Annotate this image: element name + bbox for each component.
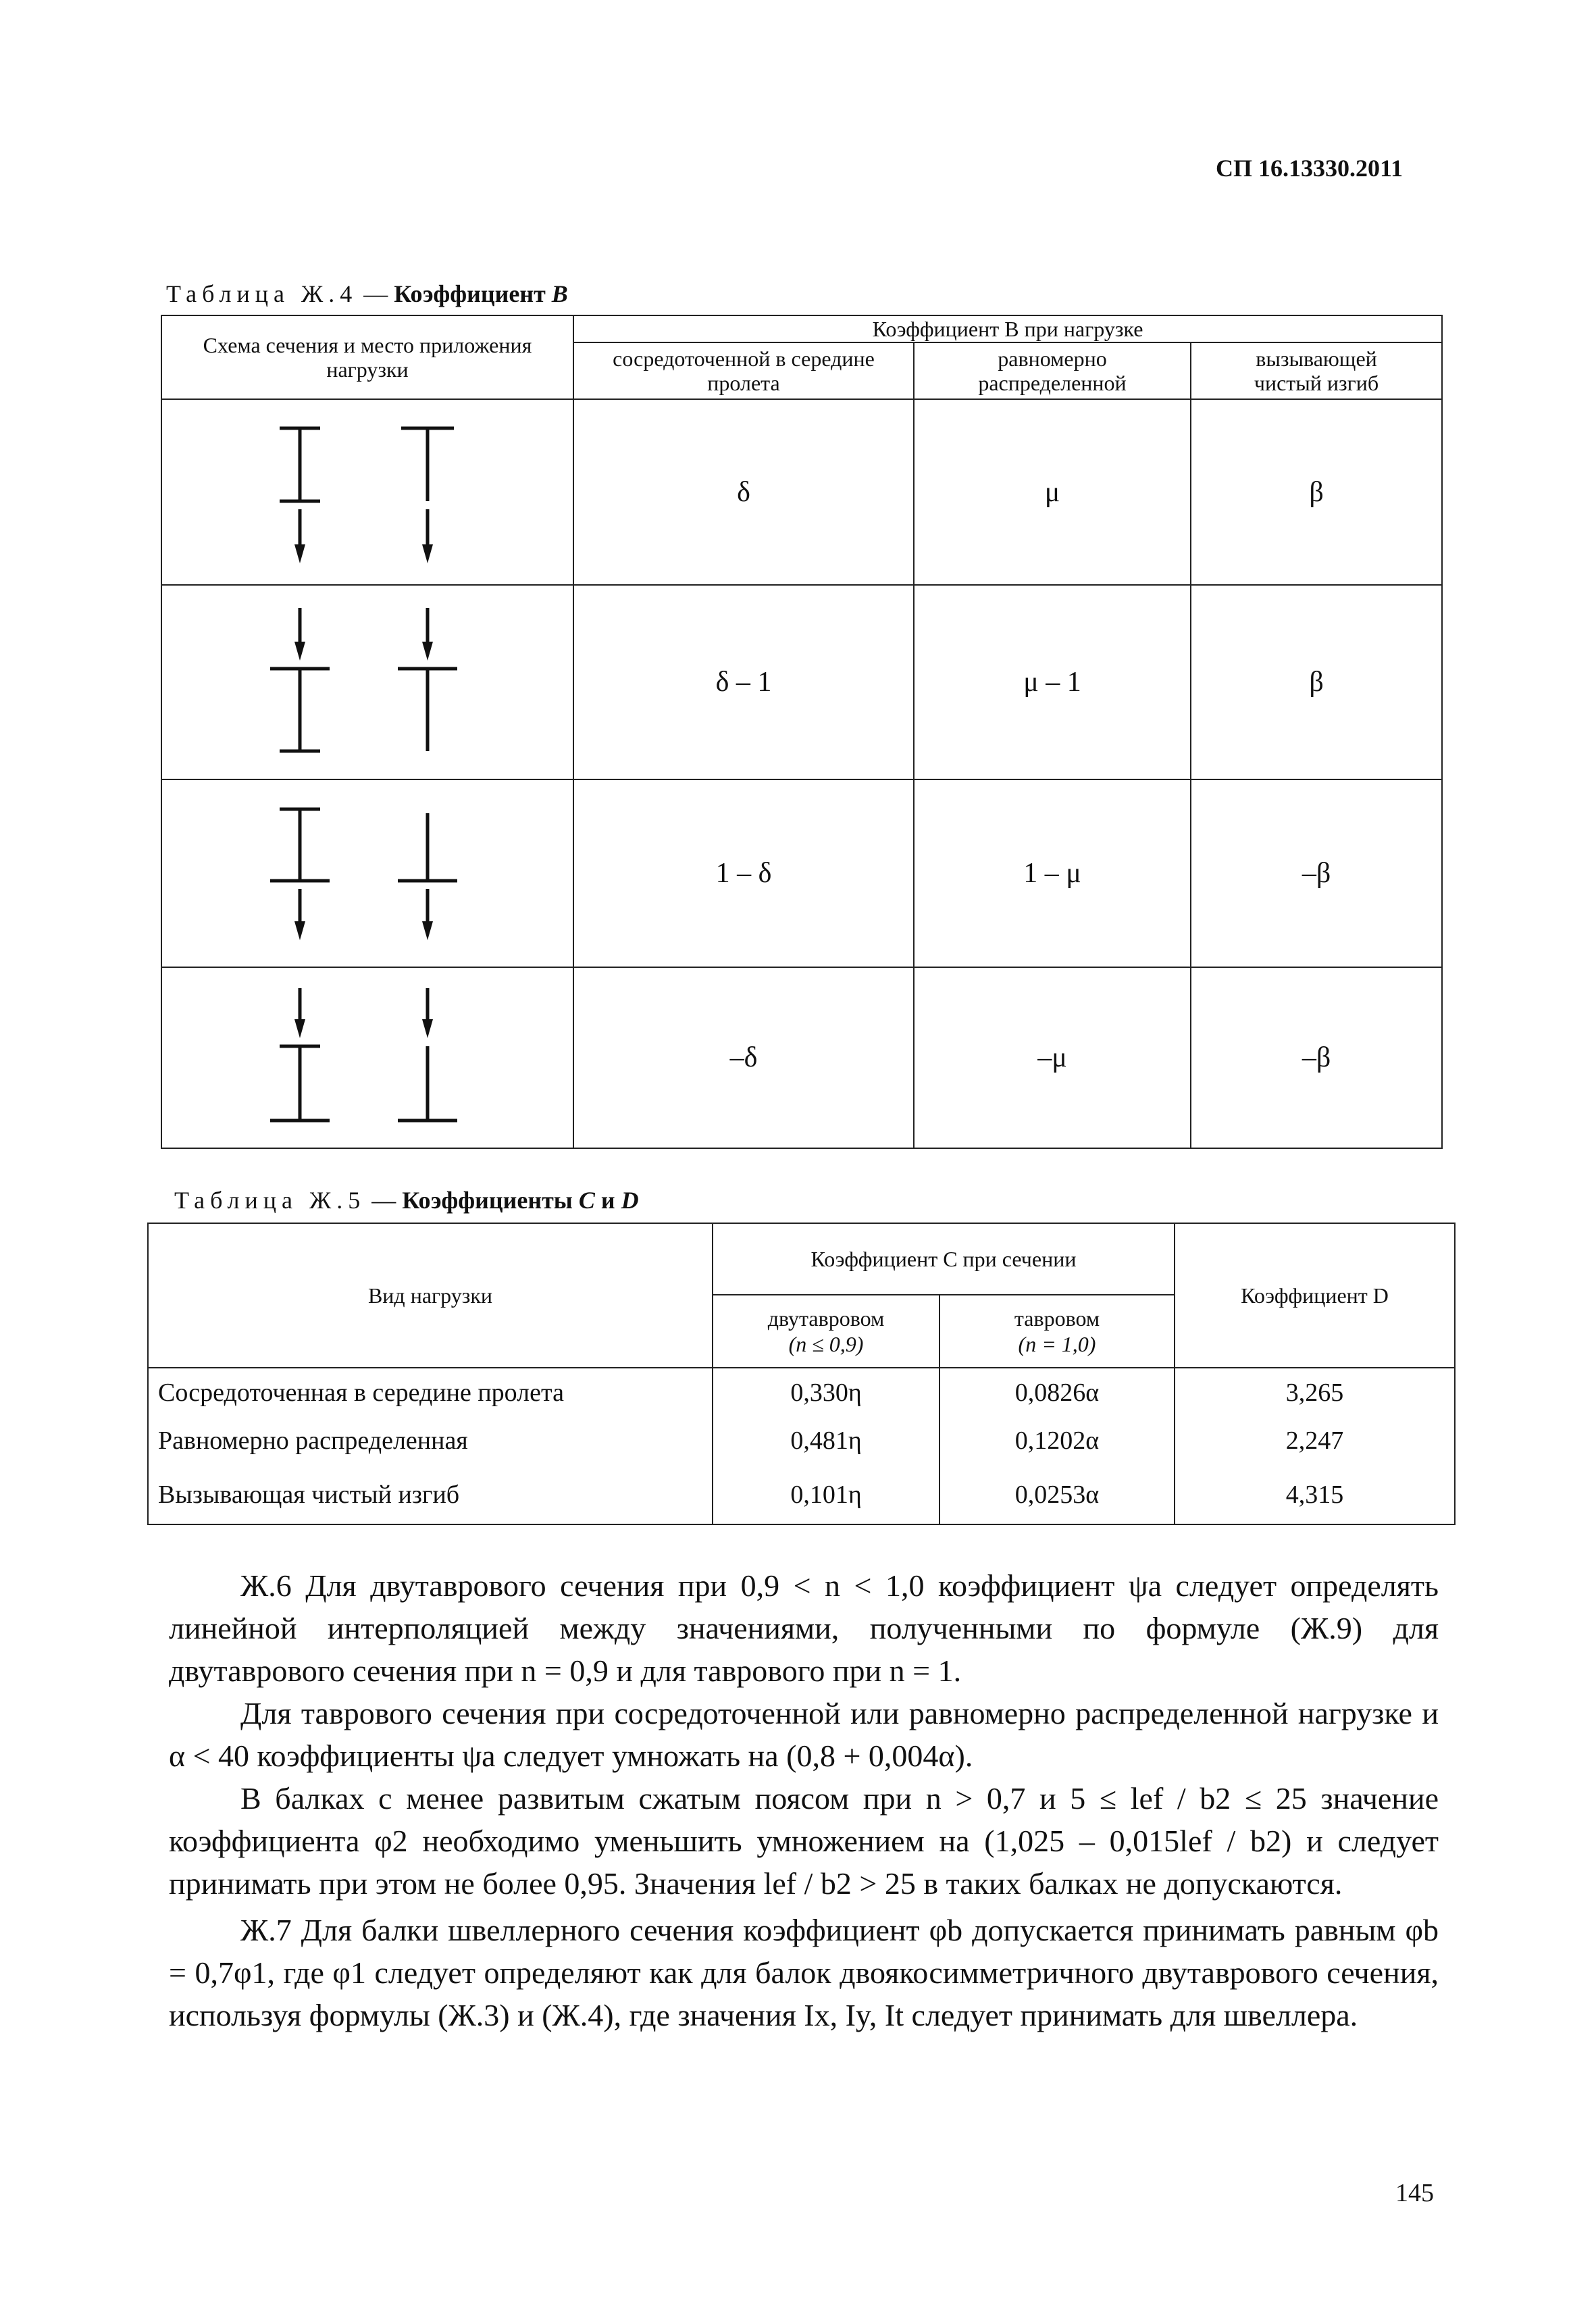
table4-r3-c3: –β bbox=[1191, 779, 1442, 967]
table5-caption-dash: — bbox=[365, 1187, 403, 1214]
table4-scheme-3 bbox=[161, 779, 573, 967]
table5-r3-d: 4,315 bbox=[1175, 1465, 1455, 1524]
table5-r1-ct: 0,0826α bbox=[939, 1368, 1175, 1416]
i-beam-inverted-t-load-bottom-diagram bbox=[226, 796, 509, 951]
paragraph-zh6: Ж.6 Для двутаврового сечения при 0,9 < n < 1,0 коэффициент ψa следует определять линейной интерполяцией между значениями, полученными по формуле (Ж.9) для двутаврового сечения при n = 0,9 и для таврового при n = 1. bbox=[169, 1568, 1439, 1688]
table-zh5 bbox=[147, 1223, 1456, 1525]
table5-r2-ci: 0,481η bbox=[713, 1416, 939, 1465]
table5-caption-prefix: Таблица Ж.5 bbox=[174, 1187, 366, 1214]
table5-header-d: Коэффициент D bbox=[1175, 1223, 1455, 1368]
table4-r2-c1: δ – 1 bbox=[573, 585, 914, 779]
table4-r2-c3: β bbox=[1191, 585, 1442, 779]
table5-r1-load: Сосредоточенная в середине пролета bbox=[148, 1368, 713, 1416]
table4-r3-c1: 1 – δ bbox=[573, 779, 914, 967]
table5-header-load: Вид нагрузки bbox=[148, 1223, 713, 1368]
table4-header-concentrated: сосредоточенной в середине пролета bbox=[573, 342, 914, 399]
table5-r3-ci: 0,101η bbox=[713, 1465, 939, 1524]
table4-r4-c2: –μ bbox=[914, 967, 1191, 1148]
table5-caption-title: Коэффициенты bbox=[402, 1187, 579, 1214]
table4-caption-var: B bbox=[551, 280, 568, 307]
table4-caption-dash: — bbox=[357, 280, 394, 307]
table4-scheme-4 bbox=[161, 967, 573, 1148]
table-zh4 bbox=[161, 315, 1443, 1149]
i-beam-t-beam-load-bottom-diagram bbox=[226, 415, 509, 570]
paragraph-t-section: Для таврового сечения при сосредоточенной или равномерно распределенной нагрузке и α < 40 коэффициенты ψa следует умножать на (0,8 + 0,004α). bbox=[169, 1696, 1439, 1773]
table4-scheme-1 bbox=[161, 399, 573, 585]
table4-r4-c1: –δ bbox=[573, 967, 914, 1148]
table5-caption bbox=[174, 1186, 639, 1214]
page-number: 145 bbox=[1395, 2179, 1434, 2207]
table5-caption-and: и bbox=[594, 1187, 621, 1214]
table4-r1-c1: δ bbox=[573, 399, 914, 585]
table5-header-group-c: Коэффициент C при сечении bbox=[713, 1223, 1175, 1295]
table4-scheme-2 bbox=[161, 585, 573, 779]
table5-r2-d: 2,247 bbox=[1175, 1416, 1455, 1465]
table5-r3-ct: 0,0253α bbox=[939, 1465, 1175, 1524]
table4-header-scheme: Схема сечения и место приложения нагрузки bbox=[161, 315, 573, 399]
table5-t-cond: (n = 1,0) bbox=[1018, 1332, 1096, 1356]
table5-caption-c: C bbox=[578, 1187, 595, 1214]
table5-header-i-section bbox=[713, 1295, 939, 1368]
table5-caption-d: D bbox=[621, 1187, 639, 1214]
table4-header-uniform: равномерно распределенной bbox=[914, 342, 1191, 399]
table5-r1-ci: 0,330η bbox=[713, 1368, 939, 1416]
table4-r1-c2: μ bbox=[914, 399, 1191, 585]
i-beam-inverted-t-load-top-diagram bbox=[226, 980, 509, 1135]
table5-r3-load: Вызывающая чистый изгиб bbox=[148, 1465, 713, 1524]
table4-r3-c2: 1 – μ bbox=[914, 779, 1191, 967]
table5-t-label: тавровом bbox=[1014, 1306, 1100, 1331]
table4-caption-title: Коэффициент bbox=[394, 280, 552, 307]
table4-header-pure-bending: вызывающей чистый изгиб bbox=[1191, 342, 1442, 399]
table4-r2-c2: μ – 1 bbox=[914, 585, 1191, 779]
i-beam-t-beam-load-top-diagram bbox=[226, 601, 509, 763]
body-text bbox=[169, 1564, 1439, 2036]
table4-caption bbox=[166, 280, 568, 308]
table4-r4-c3: –β bbox=[1191, 967, 1442, 1148]
paragraph-zh7: Ж.7 Для балки швеллерного сечения коэффициент φb допускается принимать равным φb = 0,7φ1, где φ1 следует определяют как для балок двоякосимметричного двутаврового сечения, используя формулы (Ж.3) и (Ж.4), где значения Ix, Iy, It следует принимать для швеллера. bbox=[169, 1913, 1439, 2032]
table5-r1-d: 3,265 bbox=[1175, 1368, 1455, 1416]
table5-r2-ct: 0,1202α bbox=[939, 1416, 1175, 1465]
standard-code: СП 16.13330.2011 bbox=[1216, 155, 1404, 182]
table4-caption-prefix: Таблица Ж.4 bbox=[166, 280, 358, 307]
table5-i-cond: (n ≤ 0,9) bbox=[788, 1332, 864, 1356]
table5-header-t-section bbox=[939, 1295, 1175, 1368]
table4-r1-c3: β bbox=[1191, 399, 1442, 585]
table4-header-group bbox=[573, 315, 1442, 342]
paragraph-compressed-flange: В балках с менее развитым сжатым поясом при n > 0,7 и 5 ≤ lef / b2 ≤ 25 значение коэффициента φ2 необходимо уменьшить умножением на (1,025 – 0,015lef / b2) и следует принимать при этом не более 0,95. Значения lef / b2 > 25 в таких балках не допускаются. bbox=[169, 1781, 1439, 1901]
table5-i-label: двутавровом bbox=[767, 1306, 885, 1331]
table5-r2-load: Равномерно распределенная bbox=[148, 1416, 713, 1465]
table4-group-text: Коэффициент B при нагрузке bbox=[872, 317, 1143, 341]
